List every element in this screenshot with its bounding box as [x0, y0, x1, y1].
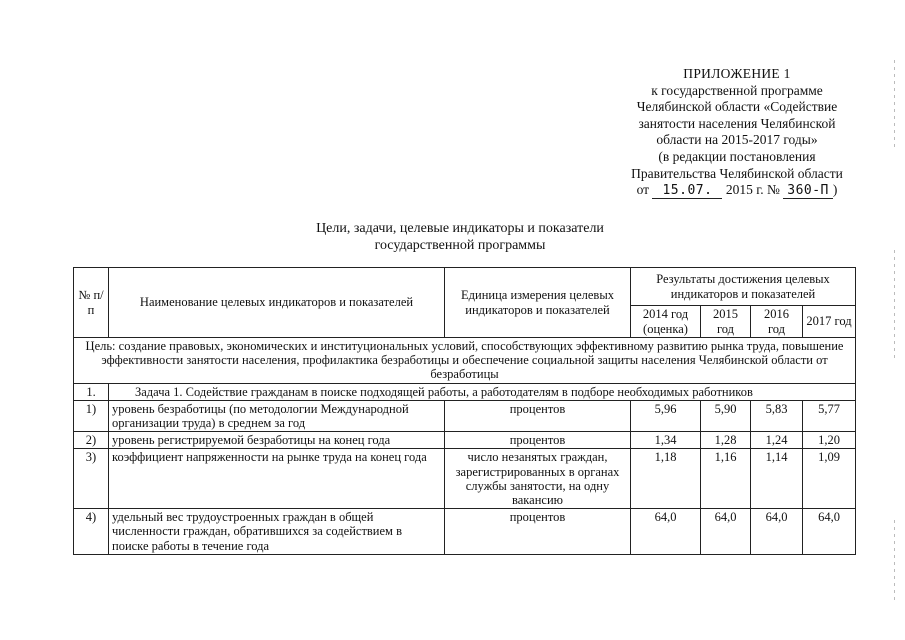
row-name: уровень безработицы (по методологии Международной организации труда) в среднем за год — [109, 400, 445, 431]
appendix-line: (в редакции постановления — [658, 148, 816, 164]
header-num: № п/п — [74, 268, 109, 338]
row-num: 4) — [74, 509, 109, 555]
row-value: 5,83 — [751, 400, 803, 431]
row-num: 2) — [74, 432, 109, 449]
header-year: 2017 год — [803, 306, 856, 338]
row-num: 1) — [74, 400, 109, 431]
row-value: 1,34 — [631, 432, 701, 449]
appendix-date-line — [596, 182, 878, 199]
indicators-table — [73, 267, 856, 555]
row-name: уровень регистрируемой безработицы на конец года — [109, 432, 445, 449]
appendix-block — [596, 66, 878, 199]
row-value: 1,14 — [751, 449, 803, 509]
row-value: 1,16 — [701, 449, 751, 509]
header-year: 2015 год — [701, 306, 751, 338]
table-row — [74, 400, 856, 431]
row-num: 3) — [74, 449, 109, 509]
row-unit: процентов — [445, 509, 631, 555]
handwritten-date: 15.07. — [652, 184, 722, 199]
row-value: 1,20 — [803, 432, 856, 449]
row-value: 5,96 — [631, 400, 701, 431]
row-unit: число незанятых граждан, зарегистрированных в органах службы занятости, на одну вакансию — [445, 449, 631, 509]
close-paren: ) — [832, 182, 838, 198]
appendix-line: области на 2015-2017 годы» — [656, 132, 818, 148]
row-value: 1,18 — [631, 449, 701, 509]
row-value: 64,0 — [751, 509, 803, 555]
row-name: удельный вес трудоустроенных граждан в общей численности граждан, обратившихся за содействием в поиске работы в течение года — [109, 509, 445, 555]
header-year: 2014 год (оценка) — [631, 306, 701, 338]
scan-edge-mark — [894, 250, 895, 360]
row-value: 5,90 — [701, 400, 751, 431]
header-unit: Единица измерения целевых индикаторов и показателей — [445, 268, 631, 338]
header-name: Наименование целевых индикаторов и показателей — [109, 268, 445, 338]
row-value: 64,0 — [803, 509, 856, 555]
row-value: 5,77 — [803, 400, 856, 431]
header-results: Результаты достижения целевых индикаторов и показателей — [631, 268, 856, 306]
task-row: Задача 1. Содействие гражданам в поиске подходящей работы, а работодателям в подборе необходимых работников — [109, 383, 856, 400]
row-value: 64,0 — [701, 509, 751, 555]
appendix-line: Челябинской области «Содействие — [636, 99, 838, 115]
scan-edge-mark — [894, 520, 895, 600]
row-value: 1,24 — [751, 432, 803, 449]
document-title-line: государственной программы — [374, 237, 546, 253]
document-title-line: Цели, задачи, целевые индикаторы и показатели — [316, 221, 604, 236]
row-value: 1,09 — [803, 449, 856, 509]
table-row — [74, 432, 856, 449]
task-num: 1. — [74, 383, 109, 400]
goal-row: Цель: создание правовых, экономических и институциональных условий, способствующих эффективному развитию рынка труда, повышение эффективности занятости населения, профилактика безработицы и обеспечение социальной защиты населения Челябинской области от безработицы — [74, 338, 856, 384]
table-row — [74, 509, 856, 555]
appendix-line: к государственной программе — [651, 82, 823, 98]
table-row — [74, 449, 856, 509]
header-year: 2016 год — [751, 306, 803, 338]
appendix-line: занятости населения Челябинской — [638, 115, 836, 131]
row-name: коэффициент напряженности на рынке труда на конец года — [109, 449, 445, 509]
row-value: 64,0 — [631, 509, 701, 555]
year-part: 2015 г. № — [725, 182, 780, 198]
document-title — [250, 221, 670, 254]
handwritten-number: 360-П — [783, 184, 833, 199]
date-prefix: от — [636, 182, 650, 198]
appendix-title: ПРИЛОЖЕНИЕ 1 — [683, 66, 791, 81]
scan-edge-mark — [894, 60, 895, 150]
row-value: 1,28 — [701, 432, 751, 449]
row-unit: процентов — [445, 432, 631, 449]
row-unit: процентов — [445, 400, 631, 431]
appendix-line: Правительства Челябинской области — [631, 165, 843, 181]
